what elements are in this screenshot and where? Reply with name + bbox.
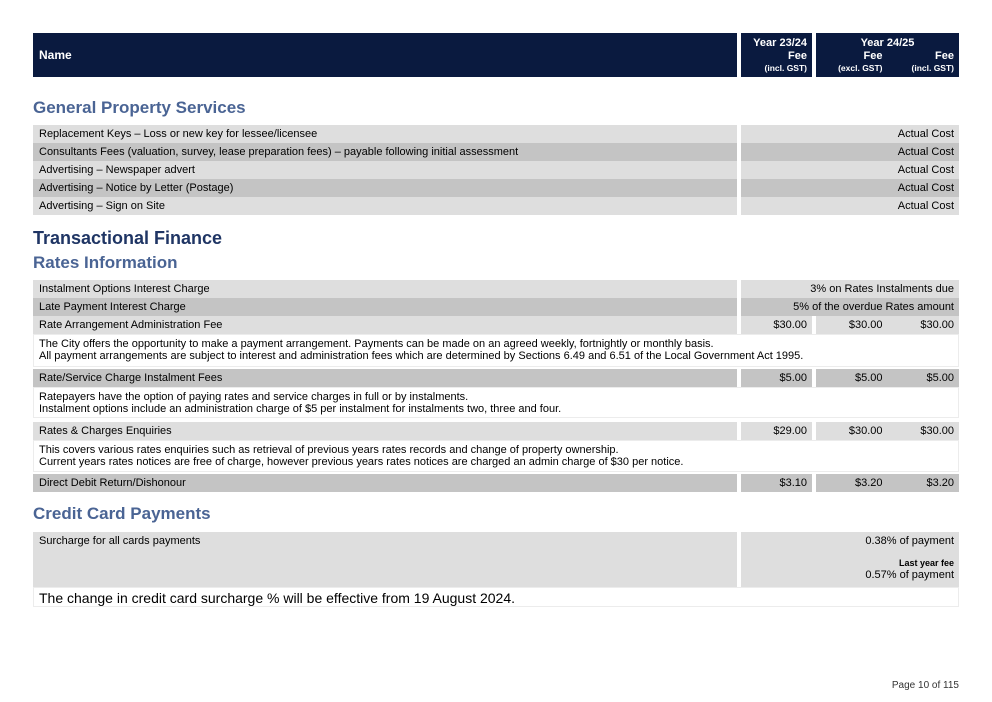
row-name: Advertising – Sign on Site	[33, 197, 737, 215]
header-year-23-24	[741, 33, 812, 77]
row-fee-2324: $30.00	[741, 316, 812, 334]
note-line: Ratepayers have the option of paying rates and service charges in full or by instalments.	[39, 391, 469, 403]
last-year-value: 0.57% of payment	[865, 569, 954, 581]
row-fees-2425	[816, 316, 959, 334]
section-title-rates-information: Rates Information	[33, 253, 178, 272]
surcharge-value: 0.38% of payment	[865, 535, 954, 547]
note-line: Current years rates notices are free of charge, however previous years rates notices are charged an admin charge of $30 per notice.	[39, 456, 684, 468]
table-row	[33, 125, 959, 143]
table-row	[33, 474, 959, 492]
note-line: Instalment options include an administration charge of $5 per instalment for instalments two, three and four.	[39, 403, 562, 415]
header-year2-gst-excl: (excl. GST)	[838, 63, 883, 73]
row-fee-2324: $5.00	[741, 369, 812, 387]
row-value: 3% on Rates Instalments due	[741, 280, 959, 298]
fee-schedule-page	[33, 33, 959, 607]
section-title-transactional-finance: Transactional Finance	[33, 228, 223, 248]
row-name: Advertising – Newspaper advert	[33, 161, 737, 179]
table-row	[33, 369, 959, 387]
row-name: Direct Debit Return/Dishonour	[33, 474, 737, 492]
row-note	[33, 440, 959, 472]
header-year1-gst: (incl. GST)	[764, 63, 807, 73]
row-value: Actual Cost	[741, 143, 959, 161]
row-name: Rate/Service Charge Instalment Fees	[33, 369, 737, 387]
table-header	[33, 33, 959, 77]
credit-card-note: The change in credit card surcharge % will be effective from 19 August 2024.	[33, 587, 959, 607]
row-value: 5% of the overdue Rates amount	[741, 298, 959, 316]
table-row	[33, 298, 959, 316]
row-fee-2324: $29.00	[741, 422, 812, 440]
header-year1-fee: Fee	[788, 50, 807, 62]
row-note	[33, 334, 959, 367]
row-fees-2425	[816, 474, 959, 492]
row-value: Actual Cost	[741, 179, 959, 197]
header-year2-fee-incl: Fee	[935, 50, 954, 62]
row-name: Rate Arrangement Administration Fee	[33, 316, 737, 334]
header-name: Name	[33, 33, 737, 77]
row-fee-2425-excl: $30.00	[848, 425, 883, 437]
table-row	[33, 179, 959, 197]
page-number: Page 10 of 115	[891, 680, 959, 691]
table-row	[33, 161, 959, 179]
note-line: The City offers the opportunity to make a payment arrangement. Payments can be made on an agreed weekly, fortnightly or monthly basis.	[39, 338, 714, 350]
header-year-24-25	[816, 33, 959, 77]
section-title-general-property: General Property Services	[33, 98, 246, 117]
row-fees-2425	[816, 369, 959, 387]
header-year1-title: Year 23/24	[753, 37, 807, 49]
note-line: This covers various rates enquiries such as retrieval of previous years rates records and change of property ownership.	[39, 444, 619, 456]
header-year2-fee-excl: Fee	[863, 50, 883, 62]
row-value	[741, 532, 959, 587]
last-year-label: Last year fee	[898, 558, 954, 568]
row-fee-2425-excl: $5.00	[854, 372, 883, 384]
row-fee-2425-excl: $30.00	[848, 319, 883, 331]
row-fees-2425	[816, 422, 959, 440]
table-row	[33, 316, 959, 334]
row-name: Advertising – Notice by Letter (Postage)	[33, 179, 737, 197]
row-value: Actual Cost	[741, 125, 959, 143]
row-fee-2425-incl: $5.00	[926, 372, 954, 384]
row-value: Actual Cost	[741, 161, 959, 179]
row-name: Late Payment Interest Charge	[33, 298, 737, 316]
row-name: Replacement Keys – Loss or new key for lessee/licensee	[33, 125, 737, 143]
row-name: Surcharge for all cards payments	[33, 532, 737, 587]
row-fee-2425-excl: $3.20	[854, 477, 883, 489]
table-row	[33, 280, 959, 298]
header-year2-title: Year 24/25	[860, 37, 915, 49]
note-line: All payment arrangements are subject to interest and administration fees which are determined by Sections 6.49 and 6.51 of the Local Government Act 1995.	[39, 350, 804, 362]
row-note	[33, 387, 959, 418]
table-row	[33, 143, 959, 161]
row-fee-2425-incl: $30.00	[920, 425, 954, 437]
header-year2-gst-incl: (incl. GST)	[911, 63, 954, 73]
table-row	[33, 422, 959, 440]
row-value: Actual Cost	[741, 197, 959, 215]
section-title-credit-card: Credit Card Payments	[33, 504, 211, 523]
row-fee-2425-incl: $30.00	[920, 319, 954, 331]
row-name: Instalment Options Interest Charge	[33, 280, 737, 298]
row-name: Rates & Charges Enquiries	[33, 422, 737, 440]
table-row	[33, 532, 959, 587]
table-row	[33, 197, 959, 215]
row-fee-2425-incl: $3.20	[926, 477, 954, 489]
row-name: Consultants Fees (valuation, survey, lease preparation fees) – payable following initial assessment	[33, 143, 737, 161]
row-fee-2324: $3.10	[741, 474, 812, 492]
